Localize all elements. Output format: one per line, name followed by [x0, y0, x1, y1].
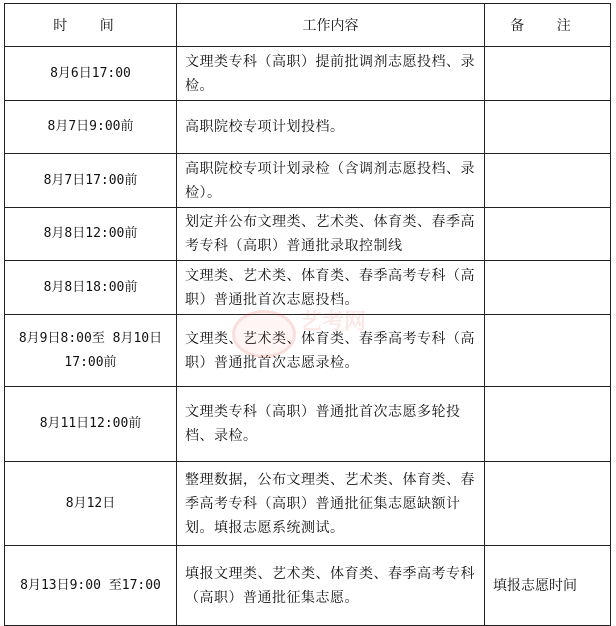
row-note [485, 315, 611, 387]
header-note: 备 注 [485, 4, 611, 47]
row-note [485, 387, 611, 462]
row-time: 8月6日17:00 [5, 47, 177, 101]
row-content: 文理类、艺术类、体育类、春季高考专科（高职）普通批首次志愿投档。 [177, 261, 485, 315]
header-time: 时 间 [5, 4, 177, 47]
row-content: 划定并公布文理类、艺术类、体育类、春季高考专科（高职）普通批录取控制线 [177, 208, 485, 261]
table-row [5, 387, 611, 462]
table-row [5, 546, 611, 626]
table-row [5, 462, 611, 546]
table-row [5, 208, 611, 261]
row-content: 文理类、艺术类、体育类、春季高考专科（高职）普通批首次志愿录检。 [177, 315, 485, 387]
header-content: 工作内容 [177, 4, 485, 47]
table-header-row [5, 4, 611, 47]
row-content: 整理数据，公布文理类、艺术类、体育类、春季高考专科（高职）普通批征集志愿缺额计划。填报志愿系统测试。 [177, 462, 485, 546]
row-time: 8月9日8:00至 8月10日17:00前 [5, 315, 177, 387]
row-time: 8月13日9:00 至17:00 [5, 546, 177, 626]
row-content: 文理类专科（高职）普通批首次志愿多轮投档、录检。 [177, 387, 485, 462]
row-content: 文理类专科（高职）提前批调剂志愿投档、录检。 [177, 47, 485, 101]
row-note [485, 154, 611, 208]
table-row [5, 154, 611, 208]
row-note [485, 208, 611, 261]
row-time: 8月11日12:00前 [5, 387, 177, 462]
table-row [5, 101, 611, 154]
watermark-text: 艺考网 [300, 310, 367, 335]
row-time: 8月12日 [5, 462, 177, 546]
row-time: 8月8日18:00前 [5, 261, 177, 315]
row-note [485, 462, 611, 546]
row-time: 8月7日17:00前 [5, 154, 177, 208]
row-content: 高职院校专项计划录检（含调剂志愿投档、录检）。 [177, 154, 485, 208]
row-time: 8月8日12:00前 [5, 208, 177, 261]
table-row [5, 47, 611, 101]
row-time: 8月7日9:00前 [5, 101, 177, 154]
row-note [485, 47, 611, 101]
row-note [485, 101, 611, 154]
row-content: 填报文理类、艺术类、体育类、春季高考专科（高职）普通批征集志愿。 [177, 546, 485, 626]
row-note: 填报志愿时间 [485, 546, 611, 626]
row-note [485, 261, 611, 315]
logo-watermark-icon [232, 310, 296, 358]
row-content: 高职院校专项计划投档。 [177, 101, 485, 154]
